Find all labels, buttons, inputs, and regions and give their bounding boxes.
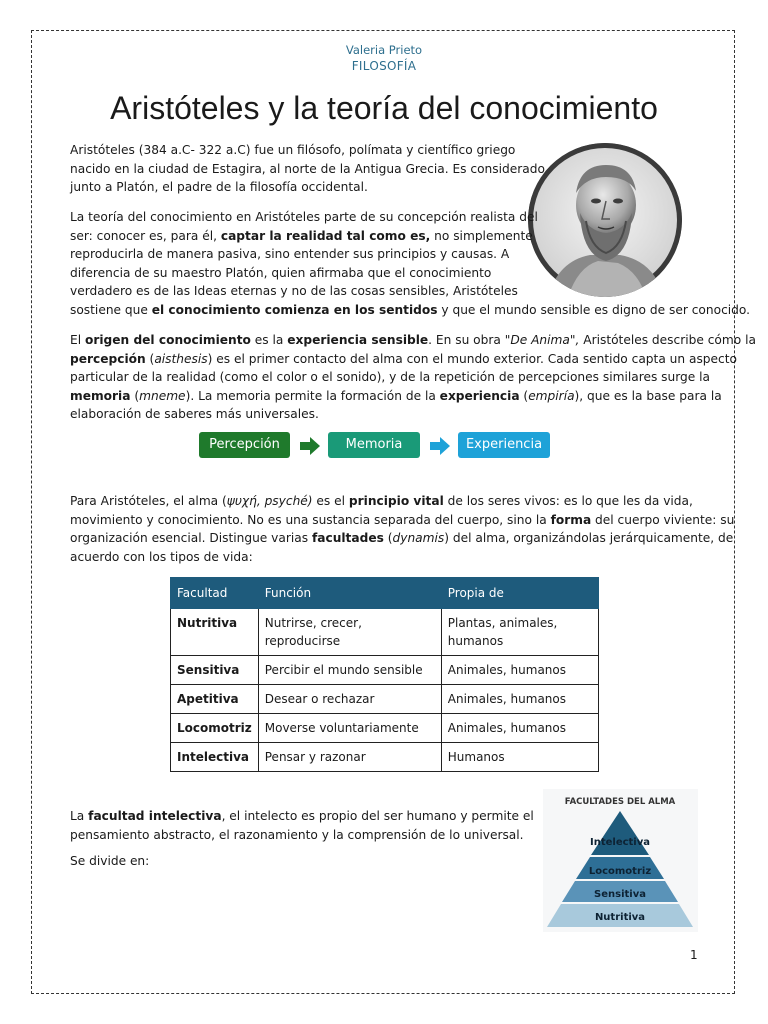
table-row: Sensitiva Percibir el mundo sensible Animales, humanos	[171, 656, 599, 685]
arrow-right-icon	[428, 435, 452, 457]
pyramid-label: Sensitiva	[594, 889, 646, 900]
table-row: Nutritiva Nutrirse, crecer, reproducirse Plantas, animales, humanos	[171, 609, 599, 656]
table-row: Apetitiva Desear o rechazar Animales, humanos	[171, 685, 599, 714]
subject-label: FILOSOFÍA	[351, 59, 417, 73]
page-number: 1	[690, 948, 698, 962]
table-row: Intelectiva Pensar y razonar Humanos	[171, 743, 599, 772]
theory-paragraph: La teoría del conocimiento en Aristóteles parte de su concepción realista del ser: conocer es, para él, captar la realidad tal como es, no simplemente reproducirla de manera pasiva, sino entender sus principios y causas. A diferencia de su maestro Platón, quien afirmaba que el conocimiento verdadero es de las Ideas eternas y no de las cosas sensibles, Aristóteles sostiene que el conocimiento comienza en los sentidos y que el mundo sensible es digno de ser conocido.	[70, 210, 751, 317]
flow-step-experiencia: Experiencia	[458, 432, 550, 458]
pyramid-title: FACULTADES DEL ALMA	[564, 797, 676, 807]
table-header-row	[171, 578, 599, 609]
pyramid-label: Locomotriz	[588, 866, 652, 877]
soul-paragraph: Para Aristóteles, el alma (ψυχή, psyché) es el principio vital de los seres vivos: es lo que les da vida, movimiento y conocimiento. No es una sustancia separada del cuerpo, sino la forma del cuerpo viviente: su organización esencial. Distingue varias facultades (dynamis) del alma, organizándolas jerárquicamente, de acuerdo con los tipos de vida:	[70, 494, 735, 564]
flow-step-percepcion: Percepción	[199, 432, 290, 458]
table-row: Locomotriz Moverse voluntariamente Animales, humanos	[171, 714, 599, 743]
pyramid-label: Nutritiva	[594, 912, 646, 923]
intro-paragraph: Aristóteles (384 a.C- 322 a.C) fue un filósofo, polímata y científico griego nacido en la ciudad de Estagira, al norte de la Antigua Grecia. Es considerado junto a Platón, el padre de la filosofía occidental.	[70, 143, 545, 195]
faculties-table	[170, 577, 599, 772]
arrow-right-icon	[298, 435, 322, 457]
pyramid-level-intelectiva	[591, 811, 649, 855]
page-title: Aristóteles y la teoría del conocimiento	[110, 90, 658, 126]
faculties-pyramid	[543, 789, 698, 932]
column-header: Propia de	[441, 578, 598, 609]
intellect-paragraph: La facultad intelectiva, el intelecto es propio del ser humano y permite el pensamiento abstracto, el razonamiento y la comprensión de lo universal. Se divide en:	[70, 809, 534, 869]
column-header: Facultad	[171, 578, 259, 609]
author-name: Valeria Prieto	[345, 43, 423, 57]
flow-step-memoria: Memoria	[328, 432, 420, 458]
pyramid-label: Intelectiva	[589, 837, 651, 848]
origin-paragraph: El origen del conocimiento es la experiencia sensible. En su obra "De Anima", Aristóteles describe cómo la percepción (aisthesis) es el primer contacto del alma con el mundo exterior. Cada sentido capta un aspecto particular de la realidad (como el color o el sonido), y de la repetición de percepciones similares surge la memoria (mneme). La memoria permite la formación de la experiencia (empiría), que es la base para la elaboración de saberes más universales.	[70, 333, 756, 422]
column-header: Función	[258, 578, 441, 609]
